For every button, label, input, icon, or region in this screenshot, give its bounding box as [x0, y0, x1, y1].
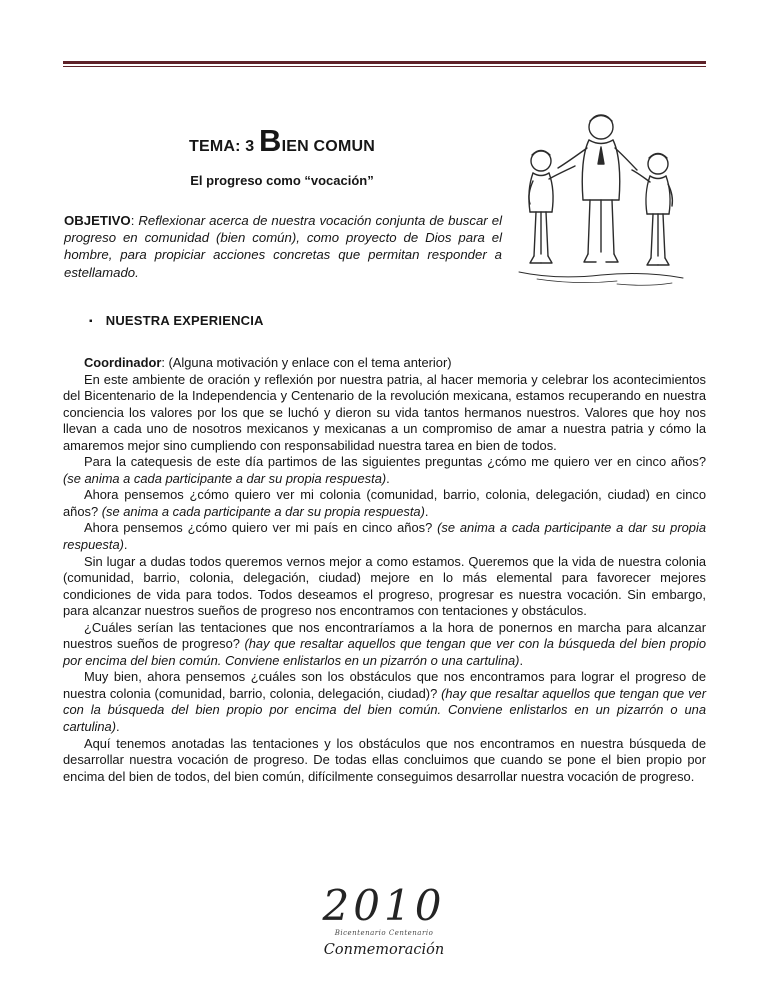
paragraph — [63, 620, 706, 670]
text-run: : (Alguna motivación y enlace con el tema anterior) — [161, 355, 452, 370]
title-block — [64, 124, 500, 188]
footer-logo — [0, 881, 768, 959]
paragraph — [63, 554, 706, 620]
square-bullet-icon: ▪ — [89, 316, 93, 327]
three-friends-illustration — [497, 102, 703, 296]
logo-small-caption: Bicentenario Centenario — [334, 929, 434, 938]
text-run: . — [116, 719, 120, 735]
three-friends-sketch-icon — [497, 102, 703, 296]
title-prefix: TEMA: 3 — [189, 138, 260, 155]
paragraph — [63, 520, 706, 553]
text-run: . — [519, 652, 524, 668]
objective-paragraph — [64, 212, 502, 281]
text-run: Aquí tenemos anotadas las tentaciones y los obstáculos que nos encontramos en nuestra búsqueda de desarrollar nuestra vocación de progreso. De todas ellas concluimos que cuando se pone el bien propio por encima del bien de todos, del bien común, difícilmente conseguimos desarrollar nuestra vocación de progreso. — [63, 735, 706, 784]
text-run: Para la catequesis de este día partimos de las siguientes preguntas ¿cómo me quiero ver en cinco años? — [84, 454, 706, 470]
text-run: (hay que resaltar aquellos que tengan que ver con la búsqueda del bien propio por encima del bien común. Conviene enlistarlos en un pizarrón o una cartulina) — [63, 636, 706, 668]
text-run: ¿Cuáles serían las tentaciones que nos encontraríamos a la hora de ponernos en marcha para alcanzar nuestros sueños de progreso? — [63, 619, 706, 652]
logo-year: 2010 — [322, 881, 446, 930]
body-paragraphs — [63, 355, 706, 785]
text-run: . — [386, 470, 390, 486]
objective-label: OBJETIVO — [64, 213, 131, 228]
objective-text: Reflexionar acerca de nuestra vocación conjunta de buscar el progreso en comunidad (bien común), como proyecto de Dios para el hombre, para propiciar acciones concretas que permitan responder a estellamado. — [64, 213, 502, 280]
text-run: En este ambiente de oración y reflexión por nuestra patria, al hacer memoria y celebrar los acontecimientos del Bicentenario de la Independencia y Centenario de la revolución mexicana, estamos recuperando en nuestra conciencia los valores por los que se luchó y dieron su vida tantos hermanos nuestros. Valores que hoy nos llevan a cada uno de nosotros mexicanos y mexicanas a un compromiso de amar a nuestra patria y cómo la amaremos mejor sino cumpliendo con responsabilidad nuestra tarea en bien de todos. — [63, 371, 706, 453]
text-run: (hay que resaltar aquellos que tengan que ver con la búsqueda del bien propio por encima del bien común. Conviene enlistarlos en un pizarrón o una cartulina) — [63, 685, 706, 735]
paragraph — [63, 736, 706, 786]
title-rest: IEN COMUN — [281, 138, 375, 155]
section-header-nuestra-experiencia — [89, 313, 264, 328]
page-title — [64, 124, 500, 164]
paragraph — [63, 669, 706, 735]
text-run: (se anima a cada participante a dar su propia respuesta) — [101, 503, 425, 519]
page-top-border — [63, 61, 706, 67]
text-run: (se anima a cada participante a dar su propia respuesta) — [63, 470, 387, 486]
paragraph — [63, 487, 706, 520]
logo-caption: Conmemoración — [323, 942, 445, 959]
paragraph — [63, 454, 706, 487]
title-drop-letter: B — [259, 123, 282, 158]
text-run: Muy bien, ahora pensemos ¿cuáles son los obstáculos que nos encontramos para lograr el progreso de nuestra colonia (comunidad, barrio, colonia, delegación, ciudad)? — [63, 669, 706, 701]
text-run: (se anima a cada participante a dar su propia respuesta) — [63, 520, 706, 553]
text-run: . — [424, 503, 429, 519]
page-subtitle: El progreso como “vocación” — [190, 173, 374, 188]
text-run: Sin lugar a dudas todos queremos vernos mejor a como estamos. Queremos que la vida de nuestra colonia (comunidad, barrio, colonia, delegación, ciudad) mejore en lo más elemental para favorecer mejores condiciones de vida para todos. Todos deseamos el progreso, progresar es nuestra vocación. Sin embargo, para alcanzar nuestros sueños de progreso nos encontramos con tentaciones y obstáculos. — [63, 553, 706, 619]
paragraph — [63, 372, 706, 455]
section-label: NUESTRA EXPERIENCIA — [105, 313, 264, 328]
text-run: Ahora pensemos ¿cómo quiero ver mi colonia (comunidad, barrio, colonia, delegación, ciudad) en cinco años? — [63, 487, 706, 519]
paragraph — [63, 355, 706, 372]
text-run: Coordinador — [84, 355, 162, 370]
objective-separator: : — [130, 213, 139, 228]
text-run: . — [123, 537, 128, 553]
text-run: Ahora pensemos ¿cómo quiero ver mi país en cinco años? — [84, 520, 438, 536]
